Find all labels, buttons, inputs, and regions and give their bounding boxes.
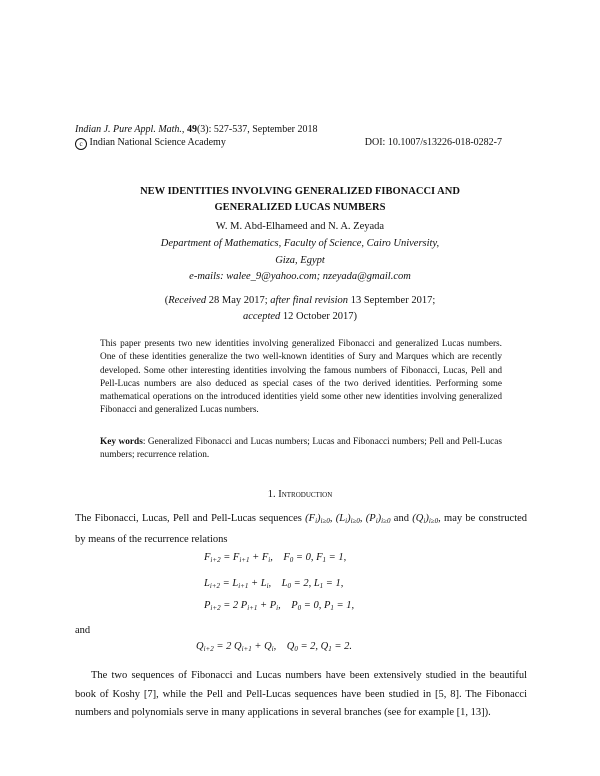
journal-issue-pages: (3): 527-537, September 2018 bbox=[196, 124, 318, 135]
received-label: Received bbox=[168, 295, 207, 306]
copyright-line bbox=[75, 136, 226, 150]
title-line-2: GENERALIZED LUCAS NUMBERS bbox=[214, 202, 386, 213]
revision-label: after final revision bbox=[270, 295, 349, 306]
section-heading bbox=[0, 486, 600, 503]
authors: W. M. Abd-Elhameed and N. A. Zeyada bbox=[215, 221, 385, 232]
closing-paragraph: The two sequences of Fibonacci and Lucas numbers have been extensively studied in the beautiful book of Koshy [7], while the Pell and Pell-Lucas sequences have been studied in [5, 8]. The Fibonacci numbers and polynomials serve in many applications in several branches (see for example [1, 13]). bbox=[75, 670, 527, 718]
accepted-date: 12 October 2017 bbox=[282, 311, 354, 322]
equation-fibonacci: $F_{i+2} = F_{i+1} + F_i$, $F_0 = 0$, $F_1 = 1$, bbox=[204, 552, 347, 564]
received-date: 28 May 2017 bbox=[208, 295, 265, 306]
dates-line-2: accepted 12 October 2017) bbox=[242, 311, 357, 322]
journal-citation bbox=[75, 123, 317, 136]
copyright-icon: c bbox=[75, 138, 87, 150]
paper-title bbox=[0, 184, 600, 216]
intro-and: and bbox=[393, 513, 409, 524]
dates-line-1: (Received 28 May 2017; after final revision 13 September 2017; bbox=[164, 295, 436, 306]
copyright-holder: Indian National Science Academy bbox=[89, 137, 226, 148]
journal-name: Indian J. Pure Appl. Math., bbox=[75, 124, 185, 135]
title-line-1: NEW IDENTITIES INVOLVING GENERALIZED FIBONACCI AND bbox=[140, 186, 460, 197]
accepted-label: accepted bbox=[242, 311, 281, 322]
abstract: This paper presents two new identities involving generalized Fibonacci and generalized Lucas numbers. One of these identities generalize the two well-known identities of Sury and Marques which are recently developed. Some other interesting identities involving the famous numbers of Fibonacci, Lucas, Pell and Pell-Lucas numbers are also deduced as special cases of the two derived identities. Performing some mathematical operations on the introduced identities yield some other new identities involving generalized Fibonacci and generalized Lucas numbers. bbox=[100, 339, 502, 416]
emails: e-mails: walee_9@yahoo.com; nzeyada@gmail.com bbox=[189, 271, 411, 282]
affiliation-line-2: Giza, Egypt bbox=[275, 255, 325, 266]
section-number: 1. bbox=[267, 489, 276, 500]
affiliation-line-1: Department of Mathematics, Faculty of Science, Cairo University, bbox=[160, 238, 440, 249]
revision-date: 13 September 2017 bbox=[350, 295, 433, 306]
doi: DOI: 10.1007/s13226-018-0282-7 bbox=[364, 137, 502, 148]
intro-paragraph: The Fibonacci, Lucas, Pell and Pell-Lucas sequences $(F_i)_{i\ge 0}$, $(L_i)_{i\ge 0}$, $(P_i)_{i\ge 0}$ and $(Q_i)_{i\ge 0}$, may be constructed by means of the recurrence relations bbox=[75, 513, 528, 545]
keywords-text: : Generalized Fibonacci and Lucas numbers; Lucas and Fibonacci numbers; Pell and Pell-Lucas numbers; recurrence relation. bbox=[100, 437, 502, 461]
intro-text-1: The Fibonacci, Lucas, Pell and Pell-Lucas sequences bbox=[75, 513, 302, 524]
section-title: Introduction bbox=[278, 489, 333, 500]
keywords bbox=[100, 436, 502, 463]
equation-pell: $P_{i+2} = 2$ $P_{i+1} + P_i$, $P_0 = 0$, $P_1 = 1$, bbox=[204, 600, 355, 612]
equation-lucas: $L_{i+2} = L_{i+1} + L_i$, $L_0 = 2$, $L_1 = 1$, bbox=[204, 578, 344, 590]
intro-text-2: , may be constructed by means of the recurrence relations bbox=[75, 513, 528, 545]
equation-pell-lucas: $Q_{i+2} = 2$ $Q_{i+1} + Q_i$, $Q_0 = 2$, $Q_1 = 2$. bbox=[196, 641, 352, 653]
journal-volume: 49 bbox=[186, 124, 197, 135]
and-connector: and bbox=[75, 625, 91, 636]
keywords-label: Key words bbox=[100, 437, 143, 447]
